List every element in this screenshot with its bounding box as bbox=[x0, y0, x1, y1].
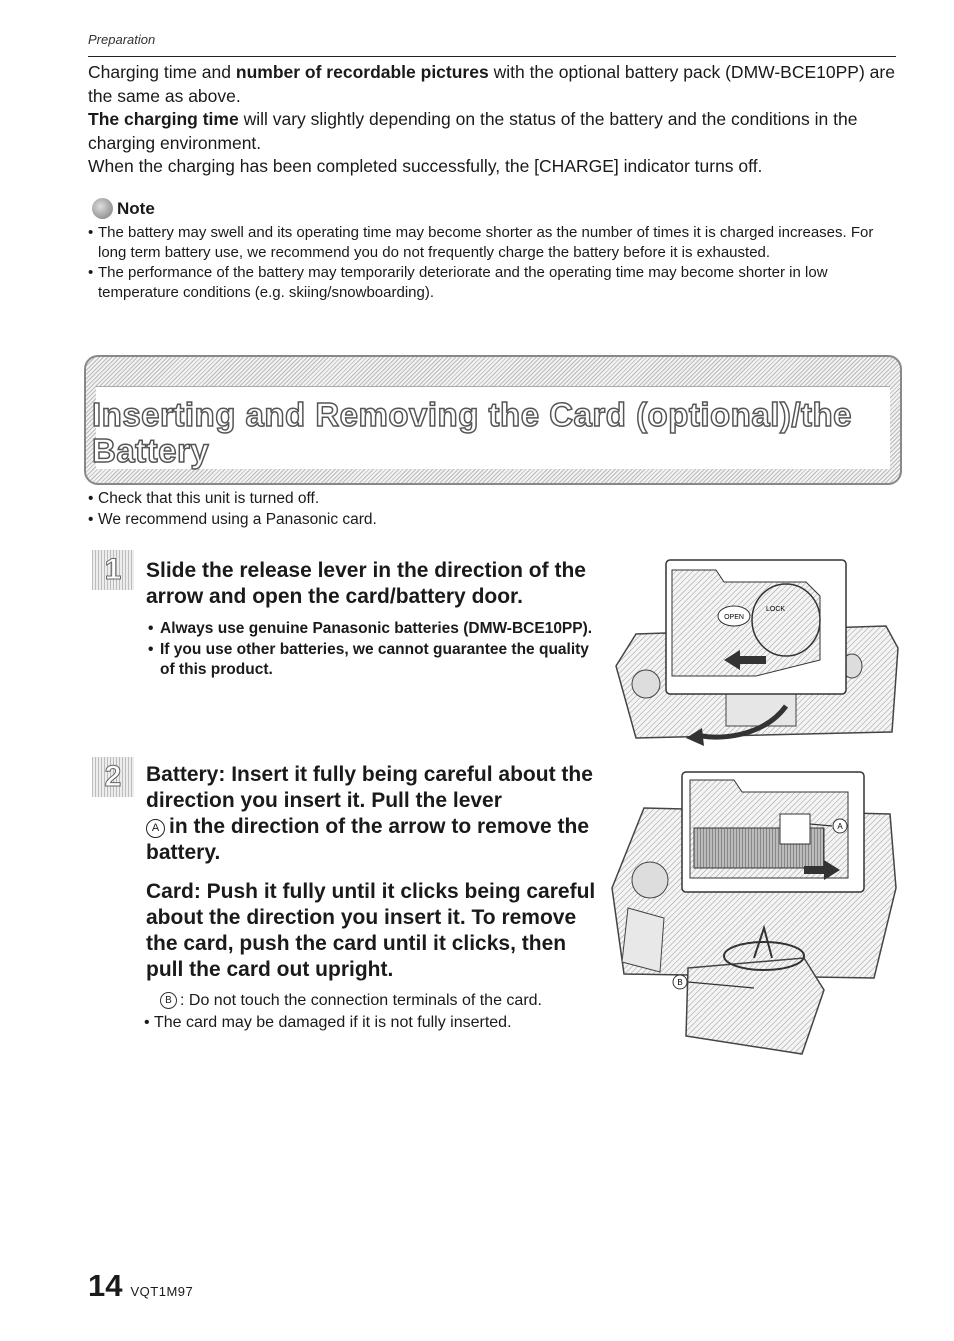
precheck-item: • Check that this unit is turned off. bbox=[88, 488, 377, 509]
step-2-battery-text-a: Battery: Insert it fully being careful about the direction you insert it. Pull the lever bbox=[146, 763, 593, 812]
step-1-bullet: • If you use other batteries, we cannot guarantee the quality of this product. bbox=[148, 640, 598, 681]
note-item: • The battery may swell and its operating time may become shorter as the number of times it is charged increases. For long term battery use, we recommend you do not frequently charge the battery before it is exhausted. bbox=[88, 223, 898, 263]
open-label: OPEN bbox=[724, 614, 744, 621]
intro-text bbox=[88, 61, 898, 179]
note-heading bbox=[92, 198, 898, 219]
step-2-card-title: Card: Push it fully until it clicks being careful about the direction you insert it. To remove the card, push the card until it clicks, then pull the card out upright. bbox=[146, 880, 596, 981]
marker-a: A bbox=[146, 819, 165, 838]
step-1-illustration bbox=[606, 556, 902, 752]
b-note bbox=[160, 990, 600, 1012]
intro-paragraph-2 bbox=[88, 108, 898, 155]
note-list bbox=[88, 223, 898, 303]
section-label: Preparation bbox=[88, 32, 156, 47]
page-footer bbox=[88, 1268, 193, 1304]
intro-p1-bold: number of recordable pictures bbox=[235, 62, 489, 82]
b-note-text: : Do not touch the connection terminals of the card. bbox=[180, 992, 542, 1009]
step-2-notes bbox=[154, 990, 600, 1034]
section-title: Inserting and Removing the Card (optional)/the Battery bbox=[92, 396, 853, 469]
note-section bbox=[88, 198, 898, 303]
note-title: Note bbox=[117, 198, 155, 218]
header-rule bbox=[88, 56, 896, 57]
marker-b: B bbox=[160, 992, 177, 1009]
precheck-list bbox=[88, 488, 377, 530]
document-code: VQT1M97 bbox=[130, 1284, 194, 1299]
note-icon bbox=[92, 198, 113, 219]
lock-label: LOCK bbox=[766, 606, 786, 613]
step-1-bullet: • Always use genuine Panasonic batteries (DMW-BCE10PP). bbox=[148, 619, 598, 640]
illus-marker-b: B bbox=[677, 978, 683, 987]
page-number: 14 bbox=[88, 1268, 123, 1303]
intro-paragraph-1 bbox=[88, 61, 898, 108]
intro-p1-a: Charging time and bbox=[88, 62, 236, 82]
step-1-title: Slide the release lever in the direction of the arrow and open the card/battery door. bbox=[146, 559, 586, 608]
step-2-bullet: • The card may be damaged if it is not fully inserted. bbox=[144, 1012, 600, 1034]
step-1-bullets bbox=[148, 619, 598, 681]
illus-marker-a: A bbox=[837, 822, 843, 831]
intro-paragraph-3: When the charging has been completed successfully, the [CHARGE] indicator turns off. bbox=[88, 156, 763, 176]
intro-p2-b: will vary slightly depending on the status of the battery and the conditions in the charging environment. bbox=[88, 109, 858, 153]
step-2-illustration bbox=[604, 768, 900, 1058]
step-1-badge: 1 bbox=[92, 550, 134, 590]
step-2-battery-text-b: in the direction of the arrow to remove the battery. bbox=[146, 815, 590, 864]
note-item: • The performance of the battery may temporarily deteriorate and the operating time may become shorter in low temperature conditions (e.g. skiing/snowboarding). bbox=[88, 263, 898, 303]
intro-p2-bold: The charging time bbox=[88, 109, 239, 129]
precheck-item: • We recommend using a Panasonic card. bbox=[88, 509, 377, 530]
intro-p1-c: with the optional battery pack (DMW-BCE10PP) are the same as above. bbox=[88, 62, 895, 106]
step-2-badge: 2 bbox=[92, 757, 134, 797]
step-2-battery-title bbox=[146, 762, 601, 866]
